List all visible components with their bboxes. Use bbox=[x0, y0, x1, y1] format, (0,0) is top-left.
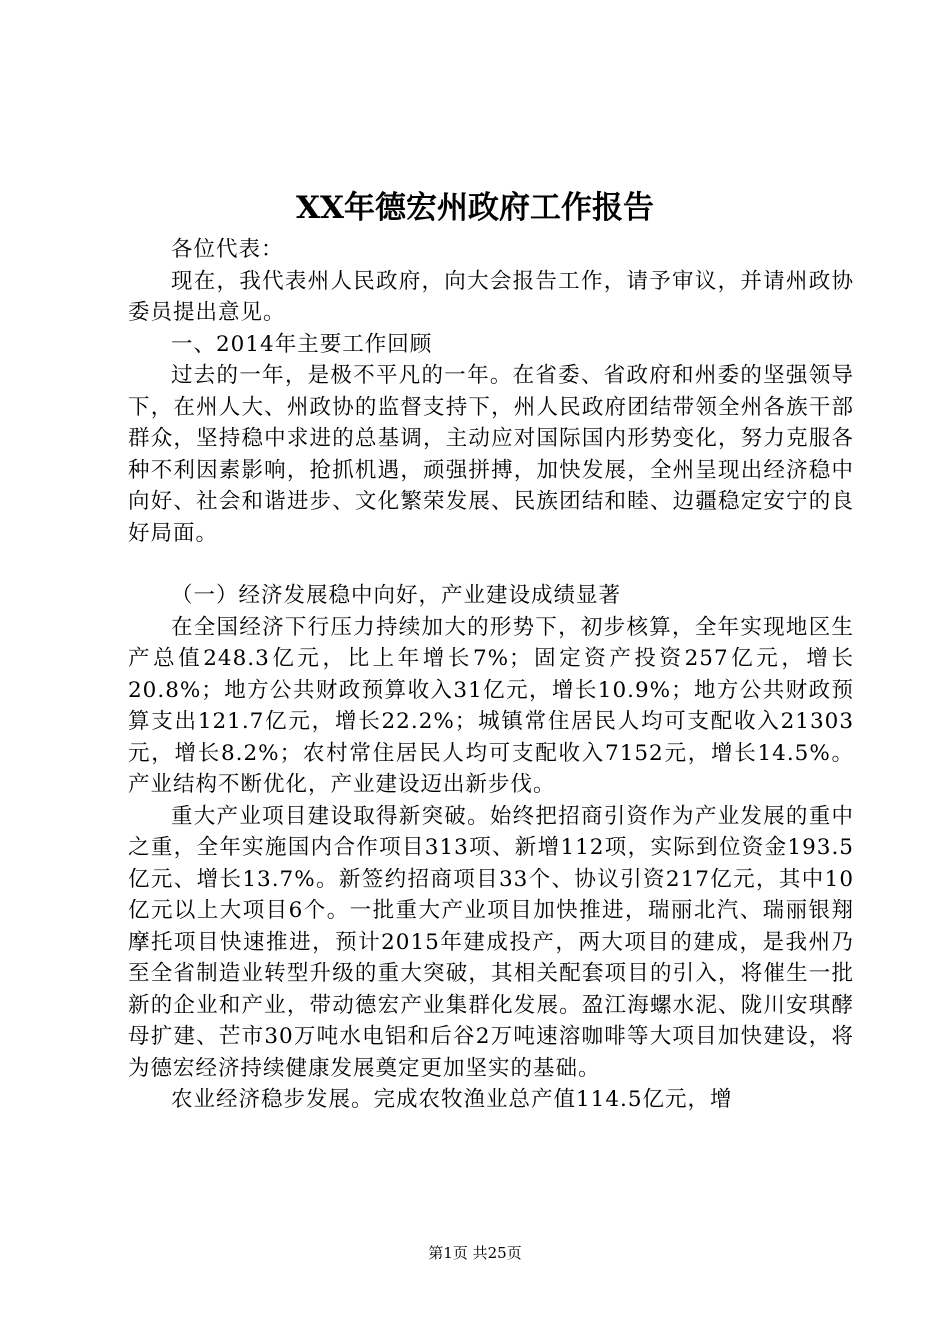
salutation: 各位代表： bbox=[171, 237, 284, 262]
section-heading-1: 一、2014年主要工作回顾 bbox=[171, 331, 433, 357]
opening-paragraph: 现在，我代表州人民政府，向大会报告工作，请予审议，并请州政协委员提出意见。 bbox=[128, 268, 854, 325]
document-title: XX年德宏州政府工作报告 bbox=[295, 190, 655, 226]
projects-paragraph: 重大产业项目建设取得新突破。始终把招商引资作为产业发展的重中之重，全年实施国内合作项目313项、新增112项，实际到位资金193.5亿元、增长13.7%。新签约招商项目33个、协议引资217亿元，其中10亿元以上大项目6个。一批重大产业项目加快推进，瑞丽北汽、瑞丽银翔摩托项目快速推进，预计2015年建成投产，两大项目的建成，是我州乃至全省制造业转型升级的重大突破，其相关配套项目的引入，将催生一批新的企业和产业，带动德宏产业集群化发展。盈江海螺水泥、陇川安琪酵母扩建、芒市30万吨水电铝和后谷2万吨速溶咖啡等大项目加快建设，将为德宏经济持续健康发展奠定更加坚实的基础。 bbox=[128, 803, 854, 1081]
review-paragraph: 过去的一年，是极不平凡的一年。在省委、省政府和州委的坚强领导下，在州人大、州政协的监督支持下，州人民政府团结带领全州各族干部群众，坚持稳中求进的总基调，主动应对国际国内形势变化，努力克服各种不利因素影响，抢抓机遇，顽强拼搏，加快发展，全州呈现出经济稳中向好、社会和谐进步、文化繁荣发展、民族团结和睦、边疆稳定安宁的良好局面。 bbox=[128, 363, 854, 546]
document-body bbox=[128, 234, 854, 1116]
agriculture-paragraph: 农业经济稳步发展。完成农牧渔业总产值114.5亿元，增 bbox=[171, 1087, 733, 1112]
economy-paragraph: 在全国经济下行压力持续加大的形势下，初步核算，全年实现地区生产总值248.3亿元，比上年增长7%；固定资产投资257亿元，增长20.8%；地方公共财政预算收入31亿元，增长10.9%；地方公共财政预算支出121.7亿元，增长22.2%；城镇常住居民人均可支配收入21303元，增长8.2%；农村常住居民人均可支配收入7152元，增长14.5%。产业结构不断优化，产业建设迈出新步伐。 bbox=[128, 614, 854, 797]
page-footer: 第1页 共25页 bbox=[428, 1244, 522, 1262]
subsection-heading-1: （一）经济发展稳中向好，产业建设成绩显著 bbox=[171, 583, 622, 608]
